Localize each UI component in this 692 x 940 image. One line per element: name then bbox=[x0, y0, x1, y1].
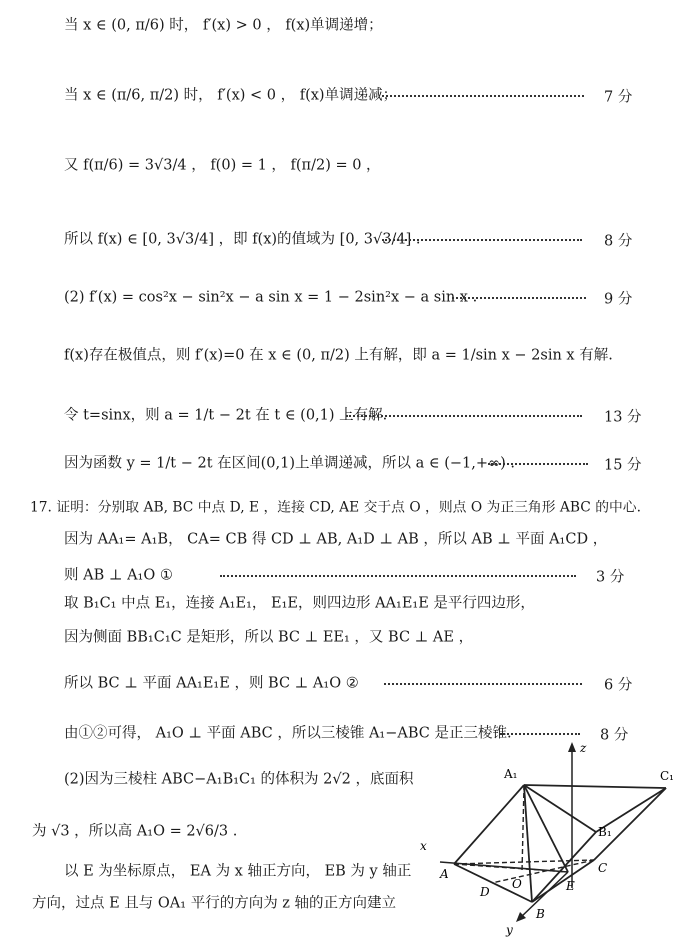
label-b1: B₁ bbox=[598, 825, 612, 839]
line-text: 因为函数 y = 1/t − 2t 在区间(0,1)上单调递减，所以 a ∈ (−1,+∞) . bbox=[64, 455, 515, 472]
line-text: (2) f′(x) = cos²x − sin²x − a sin x = 1 − 2sin²x − a sin x . bbox=[64, 289, 478, 306]
label-d: D bbox=[480, 885, 490, 899]
line-text: 以 E 为坐标原点， EA 为 x 轴正方向， EB 为 y 轴正 bbox=[64, 863, 412, 880]
edge-b-b1 bbox=[532, 832, 596, 902]
line-text: f(x)存在极值点，则 f′(x)=0 在 x ∈ (0, π/2) 上有解，即 a = 1/sin x − 2sin x 有解. bbox=[64, 347, 613, 364]
score-mark: 15 分 bbox=[604, 457, 642, 474]
label-a1: A₁ bbox=[504, 767, 518, 781]
score-mark: 13 分 bbox=[604, 409, 642, 426]
line-text: 令 t=sinx，则 a = 1/t − 2t 在 t ∈ (0,1) 上有解. bbox=[64, 407, 388, 424]
label-o: O bbox=[512, 877, 522, 891]
line-text: 因为 AA₁= A₁B， CA= CB 得 CD ⊥ AB, A₁D ⊥ AB ，所以 AB ⊥ 平面 A₁CD ， bbox=[64, 531, 608, 548]
line-text: 所以 BC ⊥ 平面 AA₁E₁E ，则 BC ⊥ A₁O ② bbox=[64, 675, 359, 692]
line-text: 所以 f(x) ∈ [0, 3√3/4] ，即 f(x)的值域为 [0, 3√3/4] . bbox=[64, 231, 421, 248]
score-mark: 7 分 bbox=[604, 89, 633, 106]
line-text: 因为侧面 BB₁C₁C 是矩形，所以 BC ⊥ EE₁ ，又 BC ⊥ AE ， bbox=[64, 629, 474, 646]
score-mark: 3 分 bbox=[596, 569, 625, 586]
line-text: 由①②可得， A₁O ⊥ 平面 ABC ，所以三棱锥 A₁−ABC 是正三棱锥. bbox=[64, 725, 512, 742]
score-mark: 8 分 bbox=[600, 727, 629, 744]
edge-a-c bbox=[454, 860, 594, 864]
line-text: 当 x ∈ (0, π/6) 时， f′(x) > 0 ， f(x)单调递增； bbox=[64, 17, 383, 34]
label-c: C bbox=[598, 861, 608, 875]
score-mark: 9 分 bbox=[604, 291, 633, 308]
segment-a1-o bbox=[522, 785, 524, 872]
line-text: 当 x ∈ (π/6, π/2) 时， f′(x) < 0 ， f(x)单调递减； bbox=[64, 87, 398, 104]
z-axis-arrow bbox=[568, 742, 576, 752]
label-b: B bbox=[536, 907, 545, 921]
edge-a1-e bbox=[524, 785, 568, 872]
line-text: 又 f(π/6) = 3√3/4 ， f(0) = 1 ， f(π/2) = 0 ， bbox=[64, 157, 381, 174]
label-x: x bbox=[420, 839, 427, 853]
edge-a1-b1 bbox=[524, 785, 596, 832]
edge-a1-c1 bbox=[524, 785, 666, 788]
label-a: A bbox=[440, 867, 449, 881]
edge-c-c1 bbox=[594, 788, 666, 860]
edge-a1-b bbox=[524, 785, 532, 902]
line-text: 取 B₁C₁ 中点 E₁，连接 A₁E₁， E₁E，则四边形 AA₁E₁E 是平行四边形， bbox=[64, 595, 535, 612]
label-e: E bbox=[566, 879, 575, 893]
line-text: (2)因为三棱柱 ABC−A₁B₁C₁ 的体积为 2√2 ，底面积 bbox=[64, 771, 414, 788]
label-y: y bbox=[506, 923, 513, 937]
line-text: 方向，过点 E 且与 OA₁ 平行的方向为 z 轴的正方向建立 bbox=[32, 895, 397, 912]
line-text: 17. 证明：分别取 AB, BC 中点 D, E ，连接 CD, AE 交于点 O ，则点 O 为正三角形 ABC 的中心. bbox=[30, 499, 641, 516]
label-z: z bbox=[580, 741, 587, 755]
score-mark: 6 分 bbox=[604, 677, 633, 694]
score-mark: 8 分 bbox=[604, 233, 633, 250]
edge-a-a1 bbox=[454, 785, 524, 864]
edge-b-c bbox=[532, 860, 594, 902]
segment-a-e bbox=[454, 864, 568, 872]
line-text: 为 √3 ，所以高 A₁O = 2√6/3 . bbox=[32, 823, 238, 840]
label-c1: C₁ bbox=[660, 769, 674, 783]
line-text: 则 AB ⊥ A₁O ① bbox=[64, 567, 173, 584]
segment-c-d bbox=[492, 860, 594, 883]
